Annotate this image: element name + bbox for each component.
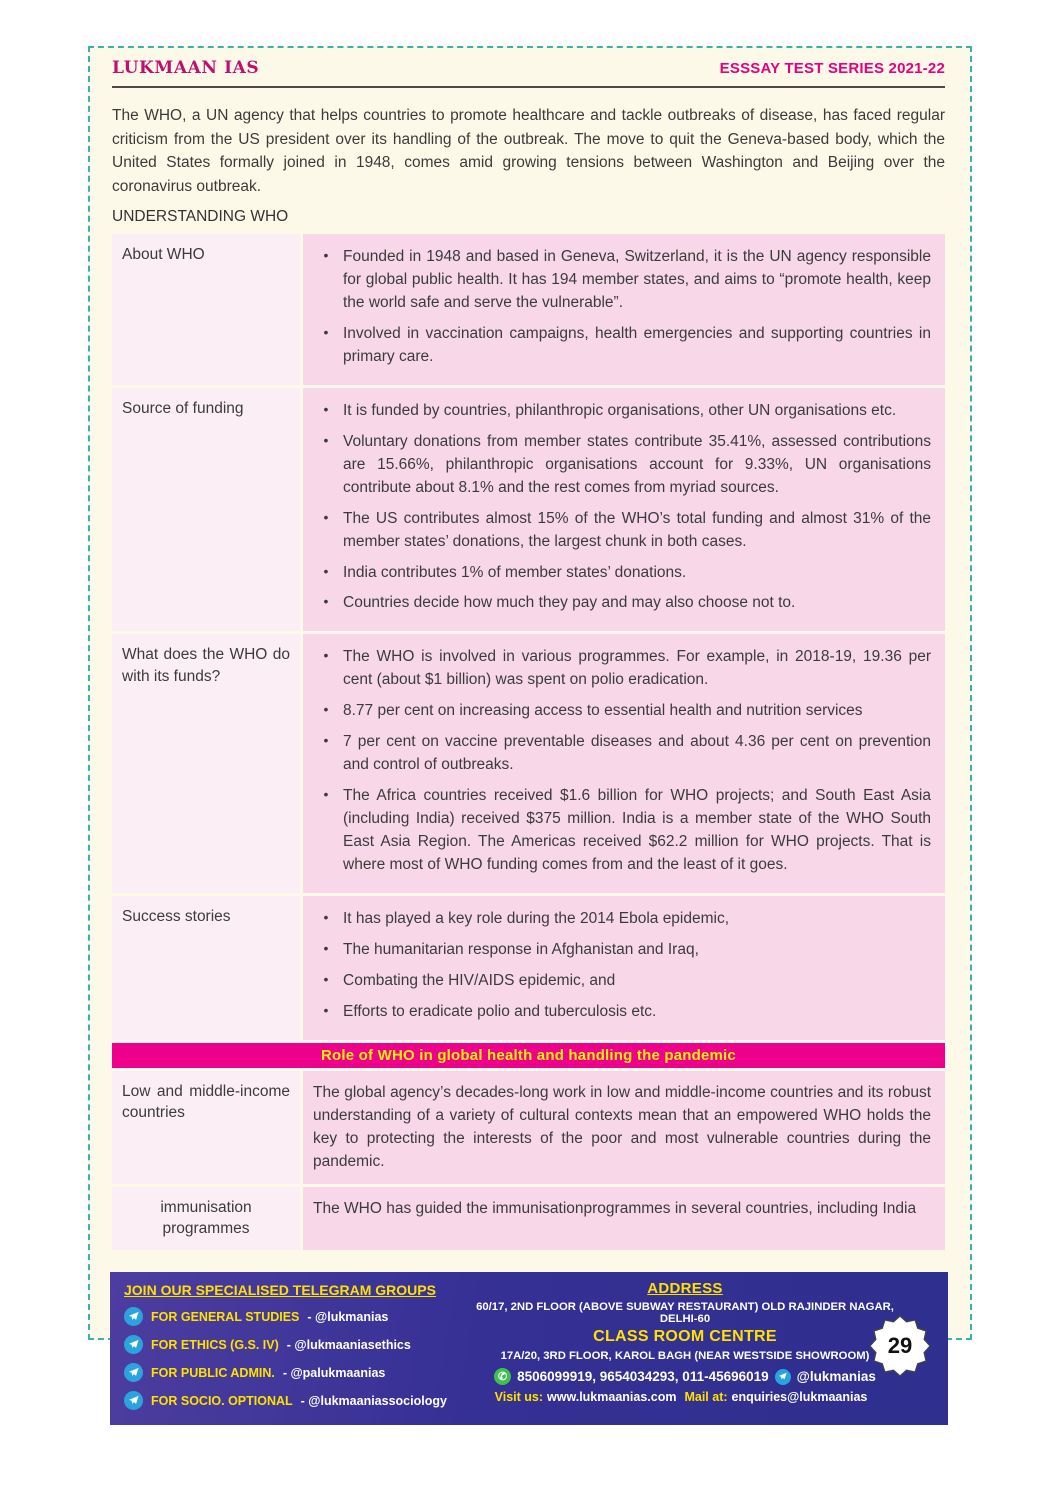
row-label-funds-usage: What does the WHO do with its funds? (112, 634, 300, 892)
row-label-source-of-funding: Source of funding (112, 388, 300, 632)
bullet-text: Voluntary donations from member states contribute 35.41%, assessed contributions are 15.66%, philanthropic organisations account for 9.33%, UN organisations contribute about 8.1% and the rest comes from myriad sources. (343, 432, 931, 496)
bullet-list (309, 908, 931, 1024)
section-banner: Role of WHO in global health and handling the pandemic (112, 1043, 945, 1068)
bullet-icon: • (323, 562, 329, 579)
website-url: www.lukmaanias.com (547, 1390, 677, 1404)
telegram-icon (124, 1391, 143, 1410)
bullet-icon: • (323, 431, 329, 448)
bullet-text: The US contributes almost 15% of the WHO’s total funding and almost 31% of the member states’ donations, the largest chunk in both cases. (343, 509, 931, 550)
bullet-icon: • (323, 701, 329, 718)
bullet-icon: • (323, 732, 329, 749)
telegram-group-item (124, 1363, 466, 1382)
telegram-group-label: FOR PUBLIC ADMIN. (151, 1365, 275, 1380)
bullet-text: The WHO is involved in various programmes. For example, in 2018-19, 19.36 per cent (about $1 billion) was spent on polio eradication. (343, 648, 931, 689)
row-content-funds-usage (303, 634, 945, 892)
bullet-icon: • (323, 970, 329, 987)
header-divider (112, 86, 945, 88)
bullet-item (309, 1001, 931, 1024)
page-header (112, 58, 945, 78)
visit-row (476, 1390, 894, 1404)
bullet-text: It has played a key role during the 2014 Ebola epidemic, (343, 909, 730, 927)
email-address: enquiries@lukmaanias (731, 1390, 868, 1404)
row-content-immunisation (303, 1187, 945, 1250)
bullet-icon: • (323, 400, 329, 417)
brand-logo-text: LUKMAAN IAS (112, 58, 260, 78)
bullet-text: Involved in vaccination campaigns, health emergencies and supporting countries in primary care. (343, 325, 931, 365)
bullet-list (309, 646, 931, 876)
bullet-list (309, 400, 931, 616)
telegram-icon (775, 1369, 791, 1385)
row-content-low-middle-income (303, 1071, 945, 1184)
whatsapp-icon: ✆ (494, 1368, 511, 1385)
page-content (112, 58, 945, 1250)
bullet-text: India contributes 1% of member states’ donations. (343, 563, 687, 581)
telegram-group-label: FOR SOCIO. OPTIONAL (151, 1393, 293, 1408)
bullet-text: Countries decide how much they pay and may also choose not to. (343, 594, 796, 612)
telegram-group-handle: - @lukmanias (307, 1309, 389, 1324)
telegram-groups-list (124, 1307, 466, 1410)
telegram-group-handle: - @palukmaanias (282, 1365, 386, 1380)
bullet-icon: • (323, 939, 329, 956)
section-heading: UNDERSTANDING WHO (112, 208, 289, 226)
bullet-text: Combating the HIV/AIDS epidemic, and (343, 971, 616, 989)
telegram-group-item (124, 1391, 466, 1410)
bullet-item (309, 646, 931, 692)
intro-paragraph: The WHO, a UN agency that helps countries to promote healthcare and tackle outbreaks of disease, has faced regular criticism from the US president over its handling of the outbreak. The move to quit the Geneva-based body, which the United States formally joined in 1948, comes amid growing tensions between Washington and Beijing over the coronavirus outbreak. (112, 107, 945, 195)
telegram-group-handle: - @lukmaaniasethics (286, 1337, 411, 1352)
telegram-group-label: FOR GENERAL STUDIES (151, 1309, 300, 1324)
bullet-text: Efforts to eradicate polio and tuberculosis etc. (343, 1002, 657, 1020)
bullet-item (309, 508, 931, 554)
row-text: The global agency’s decades-long work in low and middle-income countries and its robust understanding of a variety of cultural contexts mean that an empowered WHO holds the key to protecting the interests of the poor and most vulnerable countries during the pandemic. (313, 1083, 931, 1171)
bullet-item (309, 731, 931, 777)
contact-row (476, 1368, 894, 1385)
address-line1: 60/17, 2ND FLOOR (ABOVE SUBWAY RESTAURANT) OLD RAJINDER NAGAR, DELHI-60 (476, 1301, 894, 1325)
bullet-item (309, 700, 931, 723)
bullet-text: Founded in 1948 and based in Geneva, Switzerland, it is the UN agency responsible for global public health. It has 194 member states, and aims to “promote health, keep the world safe and serve the vulnerable”. (343, 248, 931, 312)
row-content-about-who (303, 234, 945, 385)
bullet-item (309, 939, 931, 962)
row-content-source-of-funding (303, 388, 945, 632)
classroom-centre-title: CLASS ROOM CENTRE (593, 1328, 777, 1345)
telegram-groups-title: JOIN OUR SPECIALISED TELEGRAM GROUPS (124, 1282, 436, 1298)
telegram-icon (124, 1363, 143, 1382)
bullet-text: It is funded by countries, philanthropic organisations, other UN organisations etc. (343, 401, 897, 419)
bullet-item (309, 400, 931, 423)
bullet-item (309, 323, 931, 369)
bullet-icon: • (323, 324, 329, 340)
bullet-item (309, 246, 931, 315)
bullet-icon: • (323, 593, 329, 610)
telegram-group-handle: - @lukmaaniassociology (300, 1393, 447, 1408)
bullet-icon: • (323, 247, 329, 264)
bullet-text: The Africa countries received $1.6 billion for WHO projects; and South East Asia (including India) received $375 million. India is a member state of the WHO South East Asia Region. The Americas received $62.2 million for WHO projects. That is where most of WHO funding comes from and the least of it goes. (343, 787, 931, 873)
bullet-text: The humanitarian response in Afghanistan and Iraq, (343, 940, 699, 958)
telegram-icon (124, 1307, 143, 1326)
bullet-item (309, 785, 931, 877)
bullet-item (309, 970, 931, 993)
bullet-text: 7 per cent on vaccine preventable diseases and about 4.36 per cent on prevention and control of outbreaks. (343, 733, 931, 774)
page-number: 29 (887, 1333, 913, 1358)
row-label-about-who: About WHO (112, 234, 300, 385)
bullet-icon: • (323, 786, 329, 803)
series-title: ESSSAY TEST SERIES 2021-22 (719, 60, 945, 77)
telegram-handle: @lukmanias (796, 1369, 876, 1384)
telegram-group-item (124, 1335, 466, 1354)
bullet-icon: • (323, 1001, 329, 1018)
phone-numbers: 8506099919, 9654034293, 011-45696019 (517, 1369, 769, 1384)
row-content-success-stories (303, 896, 945, 1040)
row-text: The WHO has guided the immunisationprogrammes in several countries, including India (313, 1199, 917, 1217)
bullet-item (309, 562, 931, 585)
mail-label: Mail at: (684, 1390, 728, 1404)
bullet-list (309, 246, 931, 369)
telegram-group-item (124, 1307, 466, 1326)
bullet-text: 8.77 per cent on increasing access to essential health and nutrition services (343, 702, 863, 720)
bullet-item (309, 908, 931, 931)
visit-label: Visit us: (494, 1390, 544, 1404)
row-label-immunisation: immunisation programmes (112, 1187, 300, 1250)
row-label-low-middle-income: Low and middle-income countries (112, 1071, 300, 1184)
bullet-icon: • (323, 908, 329, 925)
row-label-success-stories: Success stories (112, 896, 300, 1040)
address-line2: 17A/20, 3RD FLOOR, KAROL BAGH (NEAR WESTSIDE SHOWROOM) (500, 1350, 870, 1362)
bullet-item (309, 592, 931, 615)
who-table (112, 234, 945, 1250)
bullet-icon: • (323, 508, 329, 525)
telegram-groups-panel (110, 1272, 470, 1425)
page-number-badge (868, 1314, 932, 1378)
bullet-item (309, 431, 931, 500)
bullet-icon: • (323, 647, 329, 664)
address-title: ADDRESS (647, 1280, 723, 1297)
footer (110, 1272, 948, 1425)
telegram-icon (124, 1335, 143, 1354)
telegram-group-label: FOR ETHICS (G.S. IV) (151, 1337, 279, 1352)
